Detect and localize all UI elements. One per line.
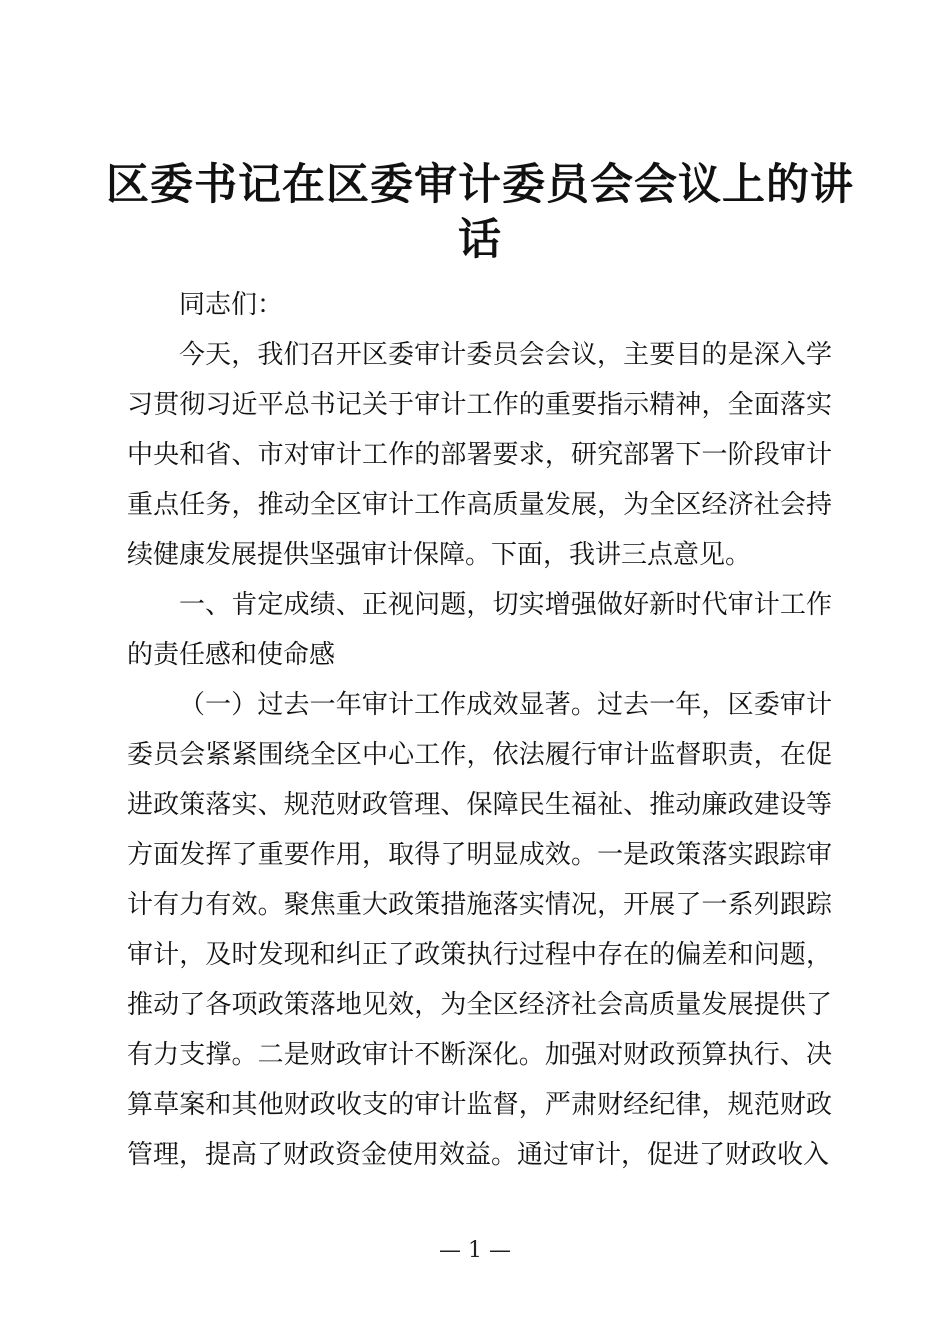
paragraph-intro: 今天，我们召开区委审计委员会会议，主要目的是深入学习贯彻习近平总书记关于审计工作的重要指示精神，全面落实中央和省、市对审计工作的部署要求，研究部署下一阶段审计重点任务，推动全区审计工作高质量发展，为全区经济社会持续健康发展提供坚强审计保障。下面，我讲三点意见。 [127, 340, 832, 570]
page-number: — 1 — [439, 1238, 511, 1263]
document-title: 区委书记在区委审计委员会会议上的讲话 [106, 160, 854, 265]
section-heading-1: 一、肯定成绩、正视问题，切实增强做好新时代审计工作的责任感和使命感 [127, 590, 832, 670]
paragraph-subsection-1: （一）过去一年审计工作成效显著。过去一年，区委审计委员会紧紧围绕全区中心工作，依法履行审计监督职责，在促进政策落实、规范财政管理、保障民生福祉、推动廉政建设等方面发挥了重要作用，取得了明显成效。一是政策落实跟踪审计有力有效。聚焦重大政策措施落实情况，开展了一系列跟踪审计，及时发现和纠正了政策执行过程中存在的偏差和问题，推动了各项政策落地见效，为全区经济社会高质量发展提供了有力支撑。二是财政审计不断深化。加强对财政预算执行、决算草案和其他财政收支的审计监督，严肃财经纪律，规范财政管理，提高了财政资金使用效益。通过审计，促进了财政收入 [127, 690, 832, 1170]
salutation: 同志们： [179, 290, 284, 320]
document-body [127, 280, 832, 1180]
